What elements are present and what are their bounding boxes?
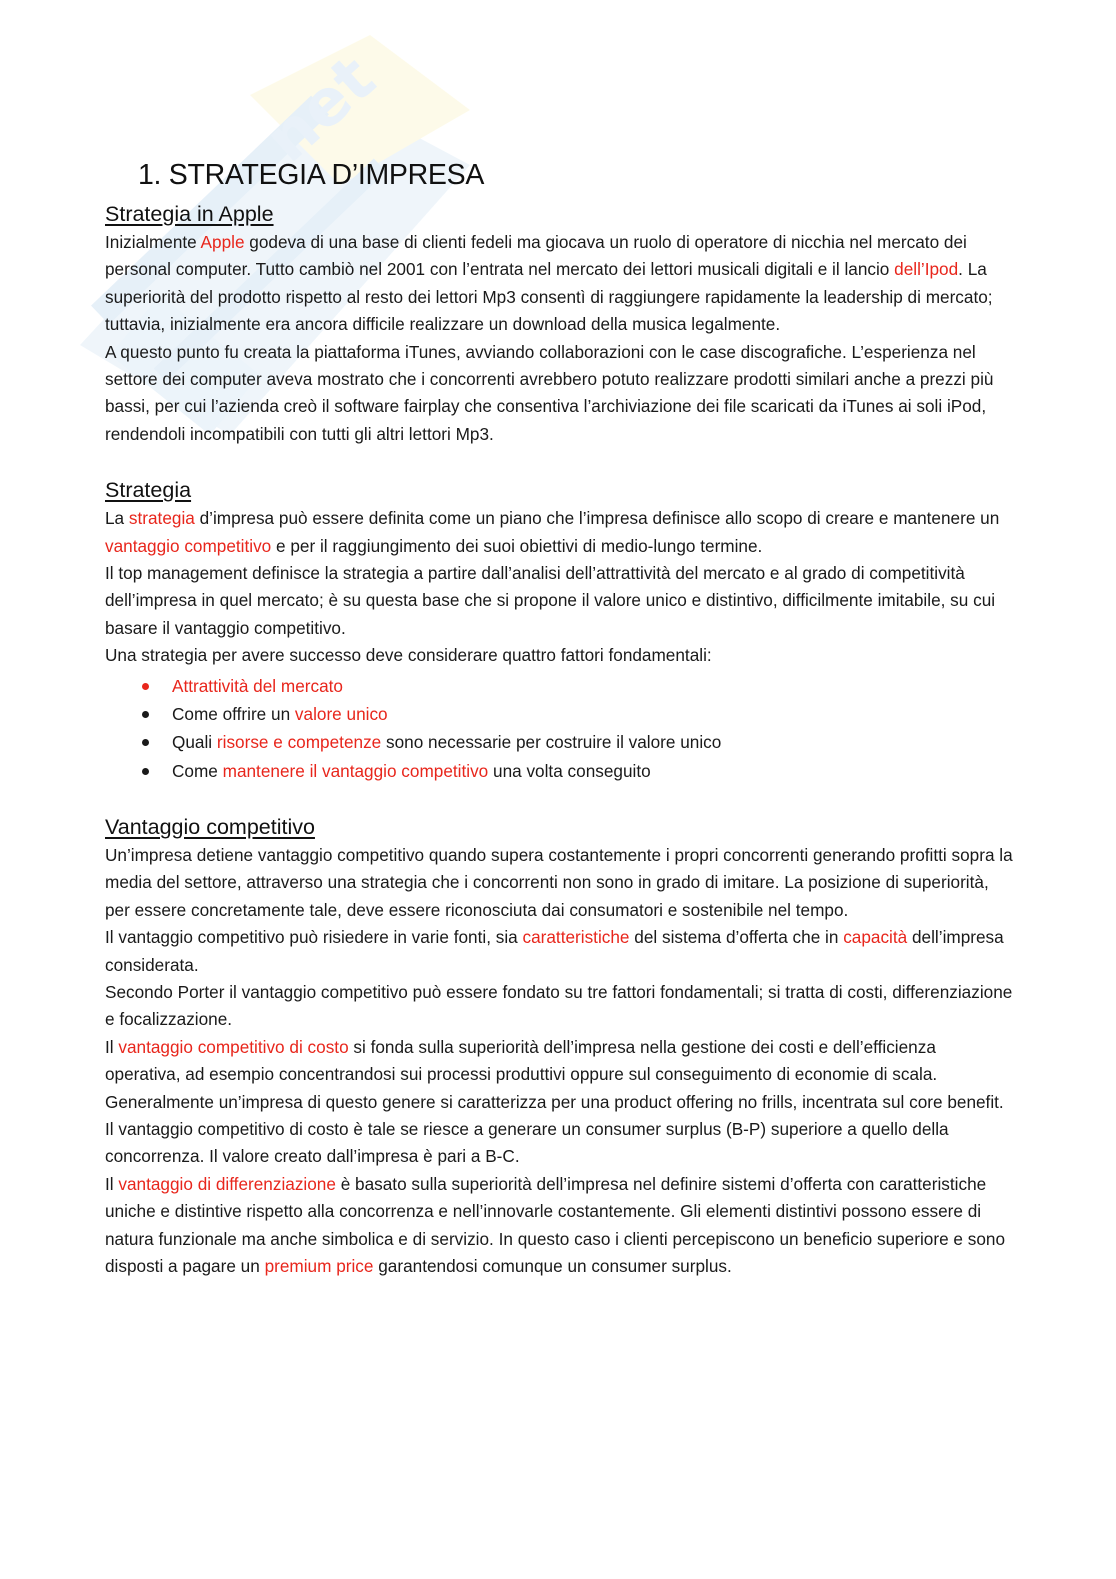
text-run: . La superiorità del prodotto rispetto al resto dei lettori Mp3 consentì di raggiungere rapidamente la leadership di mercato; tuttavia, inizialmente era ancora difficile realizzare un download della musica legalmente. bbox=[105, 259, 993, 335]
text-run: Un’impresa detiene vantaggio competitivo quando supera costantemente i propri concorrenti generando profitti sopra la media del settore, attraverso una strategia che i concorrenti non sono in grado di imitare. La posizione di superiorità, per essere concretamente tale, deve essere riconosciuta dai consumatori e sostenibile nel tempo. bbox=[105, 844, 1013, 920]
bullet-icon bbox=[142, 683, 149, 690]
text-run: Una strategia per avere successo deve considerare quattro fattori fondamentali: bbox=[105, 645, 712, 666]
text-run: e per il raggiungimento dei suoi obiettivi di medio-lungo termine. bbox=[271, 535, 763, 556]
text-run: Il top management definisce la strategia a partire dall’analisi dell’attrattività del mercato e al grado di competitività dell’impresa in quel mercato; è su questa base che si propone il valore unico e distintivo, difficilmente imitabile, su cui basare il vantaggio competitivo. bbox=[105, 563, 996, 638]
text-run: una volta conseguito bbox=[488, 760, 651, 781]
text-run: Il bbox=[105, 1036, 119, 1057]
text-run: garantendosi comunque un consumer surplus. bbox=[373, 1255, 732, 1276]
paragraph bbox=[105, 560, 1015, 642]
highlighted-term: Apple bbox=[200, 232, 245, 252]
text-run: Come bbox=[172, 760, 223, 781]
list-item bbox=[105, 700, 1015, 728]
text-run: si fonda sulla superiorità dell’impresa nella gestione dei costi e dell’efficienza operativa, ad esempio concentrandosi sui processi produttivi oppure sul conseguimento di economie di scala. Generalmente un’impresa di questo genere si caratterizza per una product offering no frills, incentrata sul core benefit. Il vantaggio competitivo di costo è tale se riesce a generare un consumer surplus (B-P) superiore a quello della concorrenza. Il valore creato dall’impresa è pari a B-C. bbox=[105, 1036, 1004, 1167]
bullet-icon bbox=[142, 739, 149, 746]
highlighted-term: premium price bbox=[264, 1255, 374, 1276]
bullet-icon bbox=[142, 711, 149, 718]
highlighted-term: Attrattività del mercato bbox=[172, 675, 343, 696]
factors-list bbox=[105, 672, 1015, 785]
paragraph bbox=[105, 505, 1015, 560]
spacer bbox=[105, 785, 1015, 812]
paragraph bbox=[105, 979, 1015, 1034]
svg-text:net: net bbox=[251, 41, 390, 177]
text-run: è basato sulla superiorità dell’impresa nel definire sistemi d’offerta con caratteristiche uniche e distintive rispetto alla concorrenza e nell’innovarle costantemente. Gli elementi distintivi possono essere di natura funzionale ma anche simbolica e di servizio. In questo caso i clienti percepiscono un beneficio superiore e sono disposti a pagare un bbox=[105, 1173, 1006, 1276]
paragraph bbox=[105, 339, 1015, 449]
highlighted-term: vantaggio di differenziazione bbox=[118, 1173, 336, 1194]
highlighted-term: vantaggio competitivo bbox=[105, 535, 272, 556]
page-title: 1. STRATEGIA D’IMPRESA bbox=[138, 159, 485, 191]
paragraph bbox=[105, 642, 1015, 669]
list-item bbox=[105, 672, 1015, 700]
text-run: dell’impresa considerata. bbox=[105, 927, 1004, 975]
highlighted-term: risorse e competenze bbox=[216, 732, 382, 753]
text-run: Il bbox=[105, 1173, 119, 1194]
text-run: Inizialmente bbox=[105, 232, 201, 252]
document-content bbox=[105, 155, 1015, 1280]
text-run: Quali bbox=[172, 732, 217, 753]
text-run: del sistema d’offerta che in bbox=[629, 927, 844, 948]
text-run: Come offrire un bbox=[172, 703, 295, 724]
paragraph bbox=[105, 1034, 1015, 1171]
bullet-icon bbox=[142, 768, 149, 775]
section-heading-strategia: Strategia bbox=[105, 478, 192, 503]
highlighted-term: caratteristiche bbox=[522, 927, 630, 948]
highlighted-term: capacità bbox=[843, 927, 908, 948]
highlighted-term: strategia bbox=[128, 508, 195, 529]
list-item bbox=[105, 728, 1015, 756]
text-run: Secondo Porter il vantaggio competitivo può essere fondato su tre fattori fondamentali; si tratta di costi, differenziazione e focalizzazione. bbox=[105, 981, 1013, 1030]
paragraph bbox=[105, 842, 1015, 924]
text-run: A questo punto fu creata la piattaforma iTunes, avviando collaborazioni con le case discografiche. L’esperienza nel settore dei computer aveva mostrato che i concorrenti avrebbero potuto realizzare prodotti similari anche a prezzi più bassi, per cui l’azienda creò il software fairplay che consentiva l’archiviazione dei file scaricati da iTunes ai soli iPod, rendendoli incompatibili con tutti gli altri lettori Mp3. bbox=[105, 341, 994, 444]
paragraph bbox=[105, 229, 1015, 339]
text-run: La bbox=[105, 508, 129, 529]
paragraph bbox=[105, 924, 1015, 979]
highlighted-term: vantaggio competitivo di costo bbox=[118, 1036, 349, 1057]
section-body bbox=[105, 229, 1015, 448]
text-run: d’impresa può essere definita come un piano che l’impresa definisce allo scopo di creare e mantenere un bbox=[194, 508, 1000, 529]
section-body bbox=[105, 842, 1015, 1281]
spacer bbox=[105, 448, 1015, 475]
section-heading-vantaggio-competitivo: Vantaggio competitivo bbox=[105, 814, 315, 839]
highlighted-term: mantenere il vantaggio competitivo bbox=[222, 760, 489, 781]
list-item bbox=[105, 757, 1015, 785]
highlighted-term: dell’Ipod bbox=[894, 259, 959, 280]
paragraph bbox=[105, 1171, 1015, 1281]
section-body bbox=[105, 505, 1015, 669]
text-run: Il vantaggio competitivo può risiedere in varie fonti, sia bbox=[105, 927, 523, 948]
section-heading-strategia-apple: Strategia in Apple bbox=[105, 202, 274, 226]
text-run: sono necessarie per costruire il valore unico bbox=[381, 732, 722, 753]
text-run: godeva di una base di clienti fedeli ma giocava un ruolo di operatore di nicchia nel mercato dei personal computer. Tutto cambiò nel 2001 con l’entrata nel mercato dei lettori musicali digitali e il lancio bbox=[105, 232, 967, 280]
highlighted-term: valore unico bbox=[294, 703, 388, 724]
